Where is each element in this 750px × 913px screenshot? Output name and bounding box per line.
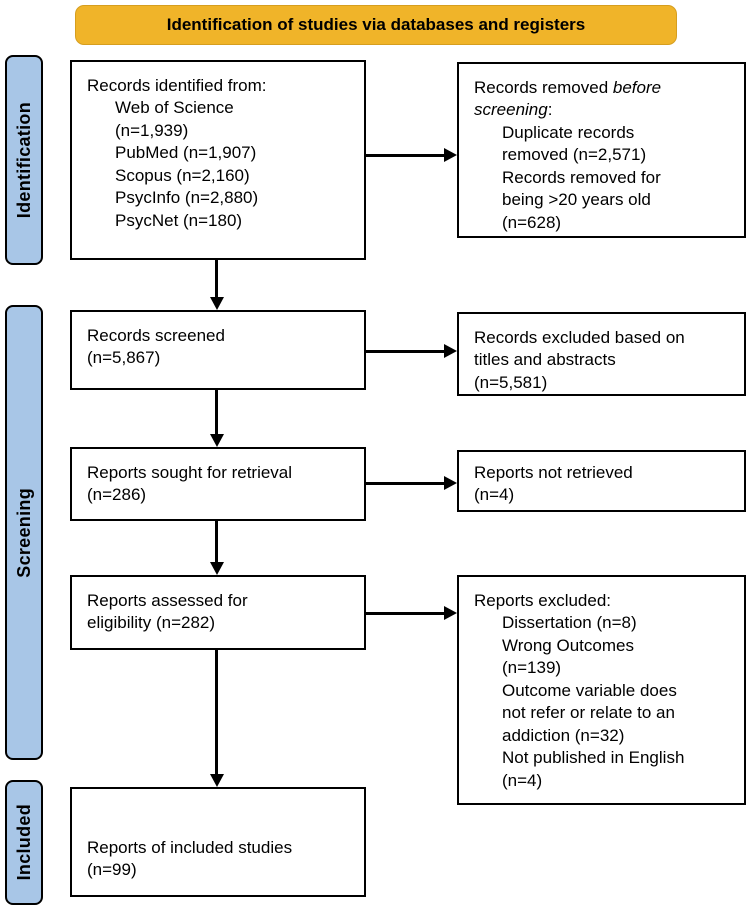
text-line: Reports of included studies — [87, 838, 293, 857]
box-reports-sought-text — [87, 462, 356, 507]
text-line: (n=4) — [474, 485, 515, 505]
box-records-removed — [457, 62, 746, 238]
arrow-head — [444, 148, 457, 162]
box-records-excluded-titles-text — [474, 327, 736, 394]
arrow-line — [215, 650, 218, 774]
box-reports-included — [70, 787, 366, 897]
box-reports-not-retrieved — [457, 450, 746, 512]
text-line: (n=628) — [502, 212, 562, 232]
text-line: Reports not retrieved — [474, 463, 633, 482]
text-line: Records screened — [87, 326, 225, 345]
box-reports-excluded-title: Reports excluded: — [474, 591, 612, 610]
text-line: (n=286) — [87, 485, 147, 505]
text-line: removed (n=2,571) — [502, 145, 647, 165]
box-records-removed-title — [474, 77, 736, 122]
stage-screening-text: Screening — [13, 487, 34, 578]
arrow-line — [215, 260, 218, 297]
arrow-head — [444, 606, 457, 620]
arrow-head — [210, 562, 224, 575]
text-line: PsycInfo (n=2,880) — [115, 188, 259, 208]
arrow-line — [365, 350, 445, 353]
arrow-line — [215, 521, 218, 562]
box-records-excluded-titles — [457, 312, 746, 396]
stage-label-identification — [5, 55, 43, 265]
text-line: titles and abstracts — [474, 350, 616, 370]
stage-label-included — [5, 780, 43, 905]
box-records-identified-title: Records identified from: — [87, 76, 267, 95]
text-line: (n=139) — [502, 658, 562, 678]
box-records-identified — [70, 60, 366, 260]
records-removed-title-prefix: Records removed — [474, 78, 613, 97]
box-reports-sought — [70, 447, 366, 521]
text-line: Wrong Outcomes — [502, 635, 634, 655]
text-line: (n=4) — [502, 770, 543, 790]
diagram-header — [75, 5, 677, 45]
diagram-header-title: Identification of studies via databases and registers — [166, 15, 586, 34]
stage-label-screening — [5, 305, 43, 760]
text-line: Records excluded based on — [474, 328, 685, 347]
text-line: eligibility (n=282) — [87, 613, 216, 633]
box-records-removed-items — [474, 122, 736, 234]
text-line: addiction (n=32) — [502, 725, 625, 745]
text-line: (n=5,867) — [87, 348, 161, 368]
text-line: not refer or relate to an — [502, 703, 675, 723]
text-line: Dissertation (n=8) — [502, 613, 637, 633]
arrow-head — [210, 774, 224, 787]
arrow-line — [215, 390, 218, 434]
records-removed-title-suffix: : — [547, 100, 553, 120]
text-line: Web of Science — [115, 98, 234, 118]
box-reports-assessed — [70, 575, 366, 650]
text-line: PubMed (n=1,907) — [115, 143, 257, 163]
arrow-line — [365, 482, 445, 485]
box-records-identified-items — [87, 97, 356, 232]
arrow-head — [444, 344, 457, 358]
text-line: Outcome variable does — [502, 680, 677, 700]
arrow-line — [365, 154, 445, 157]
text-line: Duplicate records — [502, 122, 635, 142]
text-line: Reports sought for retrieval — [87, 463, 293, 482]
box-records-screened-text — [87, 325, 356, 370]
stage-identification-text: Identification — [13, 101, 34, 219]
arrow-head — [444, 476, 457, 490]
box-reports-excluded-items — [474, 612, 736, 792]
text-line: Scopus (n=2,160) — [115, 165, 250, 185]
box-reports-excluded — [457, 575, 746, 805]
text-line: (n=1,939) — [115, 120, 189, 140]
arrow-line — [365, 612, 445, 615]
text-line: Not published in English — [502, 748, 685, 768]
box-records-screened — [70, 310, 366, 390]
text-line: PsycNet (n=180) — [115, 210, 243, 230]
text-line: (n=99) — [87, 860, 137, 880]
text-line: Records removed for — [502, 167, 661, 187]
text-line: (n=5,581) — [474, 372, 548, 392]
records-removed-title-italic: before screening — [474, 78, 662, 120]
box-reports-not-retrieved-text — [474, 462, 736, 507]
arrow-head — [210, 434, 224, 447]
text-line: being >20 years old — [502, 190, 651, 210]
arrow-head — [210, 297, 224, 310]
text-line: Reports assessed for — [87, 591, 248, 610]
box-reports-assessed-text — [87, 590, 356, 635]
box-reports-included-text — [87, 837, 356, 882]
stage-included-text: Included — [13, 804, 34, 881]
